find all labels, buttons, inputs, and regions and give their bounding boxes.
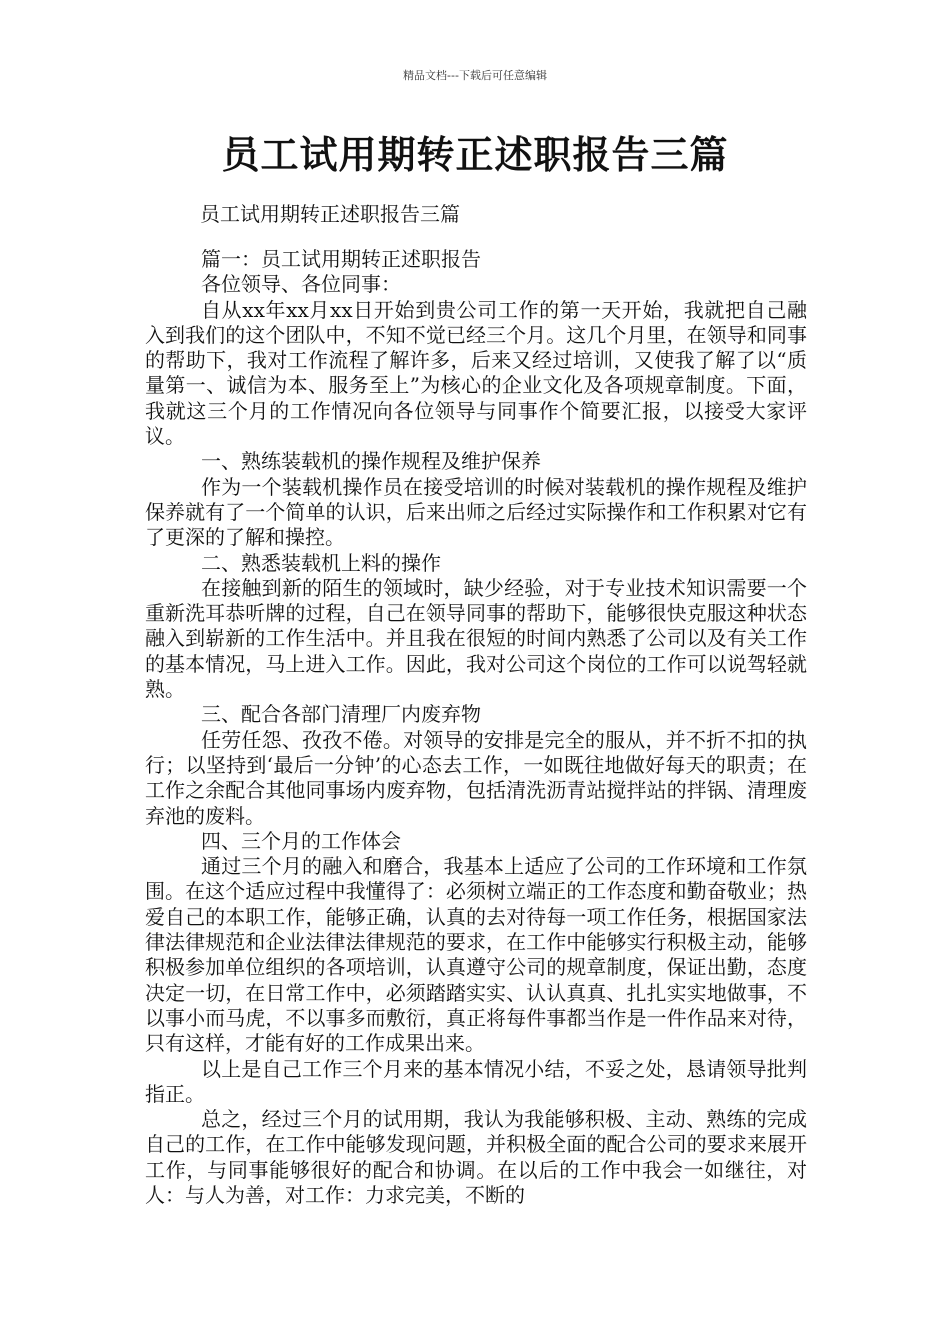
document-subtitle: 员工试用期转正述职报告三篇 xyxy=(200,202,460,226)
body-paragraph: 作为一个装载机操作员在接受培训的时候对装载机的操作规程及维护保养就有了一个简单的认识，后来出师之后经过实际操作和工作积累对它有了更深的了解和操控。 xyxy=(145,474,807,550)
body-paragraph: 总之，经过三个月的试用期，我认为我能够积极、主动、熟练的完成自己的工作，在工作中能够发现问题，并积极全面的配合公司的要求来展开工作，与同事能够很好的配合和协调。在以后的工作中我会一如继往，对人：与人为善，对工作：力求完美，不断的 xyxy=(145,1107,807,1207)
body-paragraph: 以上是自己工作三个月来的基本情况小结，不妥之处，恳请领导批判指正。 xyxy=(145,1056,807,1106)
body-paragraph: 任劳任怨、孜孜不倦。对领导的安排是完全的服从，并不折不扣的执行；以坚持到‘最后一分钟’的心态去工作，一如既往地做好每天的职责；在工作之余配合其他同事场内废弃物，包括清洗沥青站搅拌站的拌锅、清理废弃池的废料。 xyxy=(145,727,807,828)
body-paragraph: 在接触到新的陌生的领域时，缺少经验，对于专业技术知识需要一个重新洗耳恭听牌的过程，自己在领导同事的帮助下，能够很快克服这种状态融入到崭新的工作生活中。并且我在很短的时间内熟悉了公司以及有关工作的基本情况，马上进入工作。因此，我对公司这个岗位的工作可以说驾轻就熟。 xyxy=(145,575,807,702)
section-heading: 一、熟练装载机的操作规程及维护保养 xyxy=(201,449,541,474)
section-heading: 四、三个月的工作体会 xyxy=(201,828,401,853)
header-note: 精品文档---下载后可任意编辑 xyxy=(403,69,547,82)
body-paragraph: 自从xx年xx月xx日开始到贵公司工作的第一天开始，我就把自己融入到我们的这个团队中，不知不觉已经三个月。这几个月里，在领导和同事的帮助下，我对工作流程了解许多，后来又经过培训，又使我了解了以“质量第一、诚信为本、服务至上”为核心的企业文化及各项规章制度。下面，我就这三个月的工作情况向各位领导与同事作个简要汇报，以接受大家评议。 xyxy=(145,297,807,449)
salutation: 各位领导、各位同事： xyxy=(201,272,401,297)
document-title: 员工试用期转正述职报告三篇 xyxy=(221,133,729,177)
document-body xyxy=(145,247,807,1208)
section-heading: 篇一：员工试用期转正述职报告 xyxy=(201,247,481,271)
section-heading: 三、配合各部门清理厂内废弃物 xyxy=(201,702,481,727)
body-paragraph: 通过三个月的融入和磨合，我基本上适应了公司的工作环境和工作氛围。在这个适应过程中我懂得了：必须树立端正的工作态度和勤奋敬业；热爱自己的本职工作，能够正确，认真的去对待每一项工作任务，根据国家法律法律规范和企业法律法律规范的要求，在工作中能够实行积极主动，能够积极参加单位组织的各项培训，认真遵守公司的规章制度，保证出勤，态度决定一切，在日常工作中，必须踏踏实实、认认真真、扎扎实实地做事，不以事小而马虎，不以事多而敷衍，真正将每件事都当作是一件作品来对待，只有这样，才能有好的工作成果出来。 xyxy=(145,854,807,1056)
section-heading: 二、熟悉装载机上料的操作 xyxy=(201,550,441,575)
